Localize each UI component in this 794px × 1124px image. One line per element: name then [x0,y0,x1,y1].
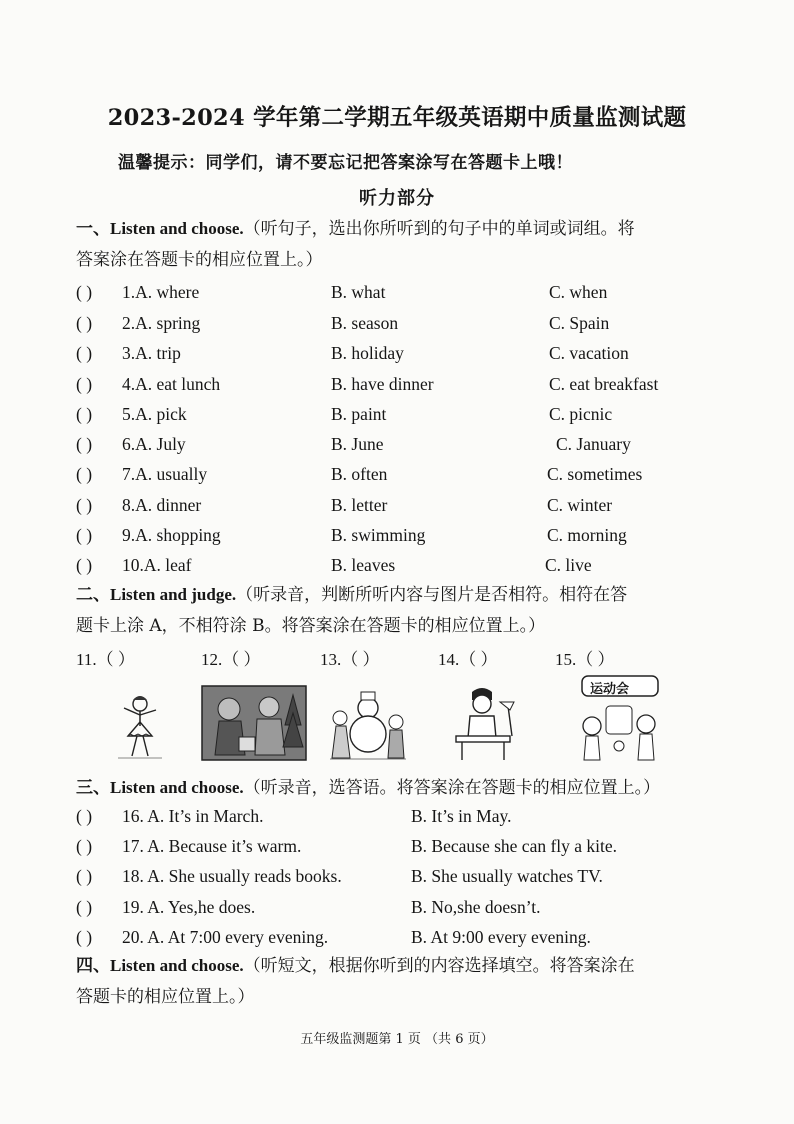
option-b: B. Because she can fly a kite. [411,836,618,856]
option-b: B. It’s in May. [411,806,512,826]
option-a: 20. A. At 7:00 every evening. [122,927,329,947]
option-a: 7.A. usually [122,464,208,484]
option-b: B. paint [331,404,387,424]
option-a: 1.A. where [122,282,200,302]
answer-paren[interactable]: ( ) [76,897,93,917]
sports-day-picture [572,674,668,764]
answer-paren[interactable]: ( ) [76,313,93,333]
section4-heading-cont: 答题卡的相应位置上。） [76,987,255,1007]
section1-heading-bold: 一、Listen and choose. [76,219,244,238]
section2-heading [76,580,627,610]
judge-blank-14[interactable]: 14.（ ） [438,650,498,669]
section2-heading-cont: 题卡上涂 A，不相符涂 B。将答案涂在答题卡的相应位置上。） [76,616,546,636]
option-c: C. when [549,282,608,302]
option-c: C. winter [547,495,613,515]
answer-paren[interactable]: ( ) [76,343,93,363]
judge-blank-15[interactable]: 15.（ ） [555,650,615,669]
option-b: B. letter [331,495,388,515]
answer-paren[interactable]: ( ) [76,374,93,394]
judge-blank-13[interactable]: 13.（ ） [320,650,380,669]
option-b: B. what [331,282,386,302]
option-a: 5.A. pick [122,404,187,424]
answer-paren[interactable]: ( ) [76,282,93,302]
option-c: C. live [545,555,592,575]
answer-paren[interactable]: ( ) [76,806,93,826]
judge-blank-11[interactable]: 11.（ ） [76,650,135,669]
judge-blank-12[interactable]: 12.（ ） [201,650,261,669]
option-a: 9.A. shopping [122,525,221,545]
section1-heading [76,214,635,244]
option-c: C. sometimes [547,464,643,484]
snowman-children-picture [328,688,408,762]
section3-heading-line1: （听录音，选答语。将答案涂在答题卡的相应位置上。） [243,778,661,798]
option-b: B. have dinner [331,374,434,394]
answer-paren[interactable]: ( ) [76,434,93,454]
option-a: 2.A. spring [122,313,201,333]
option-b: B. June [331,434,384,454]
part-heading: 听力部分 [359,188,435,209]
answer-paren[interactable]: ( ) [76,525,93,545]
option-b: B. swimming [331,525,426,545]
dancing-girl-picture [110,690,170,762]
sports-day-sign: 运动会 [590,682,630,697]
option-b: B. holiday [331,343,404,363]
section4-heading-bold: 四、Listen and choose. [76,956,244,975]
option-a: 6.A. July [122,434,186,454]
answer-paren[interactable]: ( ) [76,495,93,515]
option-b: B. season [331,313,399,333]
section3-heading-bold: 三、Listen and choose. [76,778,244,797]
option-a: 18. A. She usually reads books. [122,866,342,886]
tip-note: 温馨提示：同学们，请不要忘记把答案涂写在答题卡上哦！ [118,153,573,173]
section1-heading-cont: 答案涂在答题卡的相应位置上。） [76,250,323,270]
section3-heading [76,773,660,803]
option-b: B. leaves [331,555,396,575]
page-footer: 五年级监测题第 1 页 （共 6 页） [300,1032,494,1047]
option-c: C. picnic [549,404,613,424]
option-a: 19. A. Yes,he does. [122,897,256,917]
option-a: 17. A. Because it’s warm. [122,836,302,856]
family-christmas-picture [201,685,307,761]
option-b: B. At 9:00 every evening. [411,927,591,947]
answer-paren[interactable]: ( ) [76,404,93,424]
answer-paren[interactable]: ( ) [76,836,93,856]
answer-paren[interactable]: ( ) [76,866,93,886]
section4-heading-line1: （听短文，根据你听到的内容选择填空。将答案涂在 [243,956,635,976]
option-c: C. January [556,434,631,454]
option-a: 10.A. leaf [122,555,192,575]
option-a: 8.A. dinner [122,495,202,515]
option-a: 3.A. trip [122,343,181,363]
answer-paren[interactable]: ( ) [76,927,93,947]
option-c: C. vacation [549,343,629,363]
page-title: 2023-2024 学年第二学期五年级英语期中质量监测试题 [107,105,687,131]
option-a: 16. A. It’s in March. [122,806,264,826]
section2-heading-line1: （听录音，判断所听内容与图片是否相符。相符在答 [236,585,628,605]
answer-paren[interactable]: ( ) [76,464,93,484]
section2-heading-bold: 二、Listen and judge. [76,585,237,604]
option-c: C. morning [547,525,627,545]
option-b: B. No,she doesn’t. [411,897,541,917]
answer-paren[interactable]: ( ) [76,555,93,575]
section4-heading [76,951,635,981]
option-a: 4.A. eat lunch [122,374,221,394]
option-c: C. Spain [549,313,610,333]
option-b: B. often [331,464,388,484]
option-c: C. eat breakfast [549,374,659,394]
section1-heading-line1: （听句子，选出你所听到的句子中的单词或词组。将 [243,219,635,239]
option-b: B. She usually watches TV. [411,866,603,886]
boy-at-desk-picture [452,686,516,762]
